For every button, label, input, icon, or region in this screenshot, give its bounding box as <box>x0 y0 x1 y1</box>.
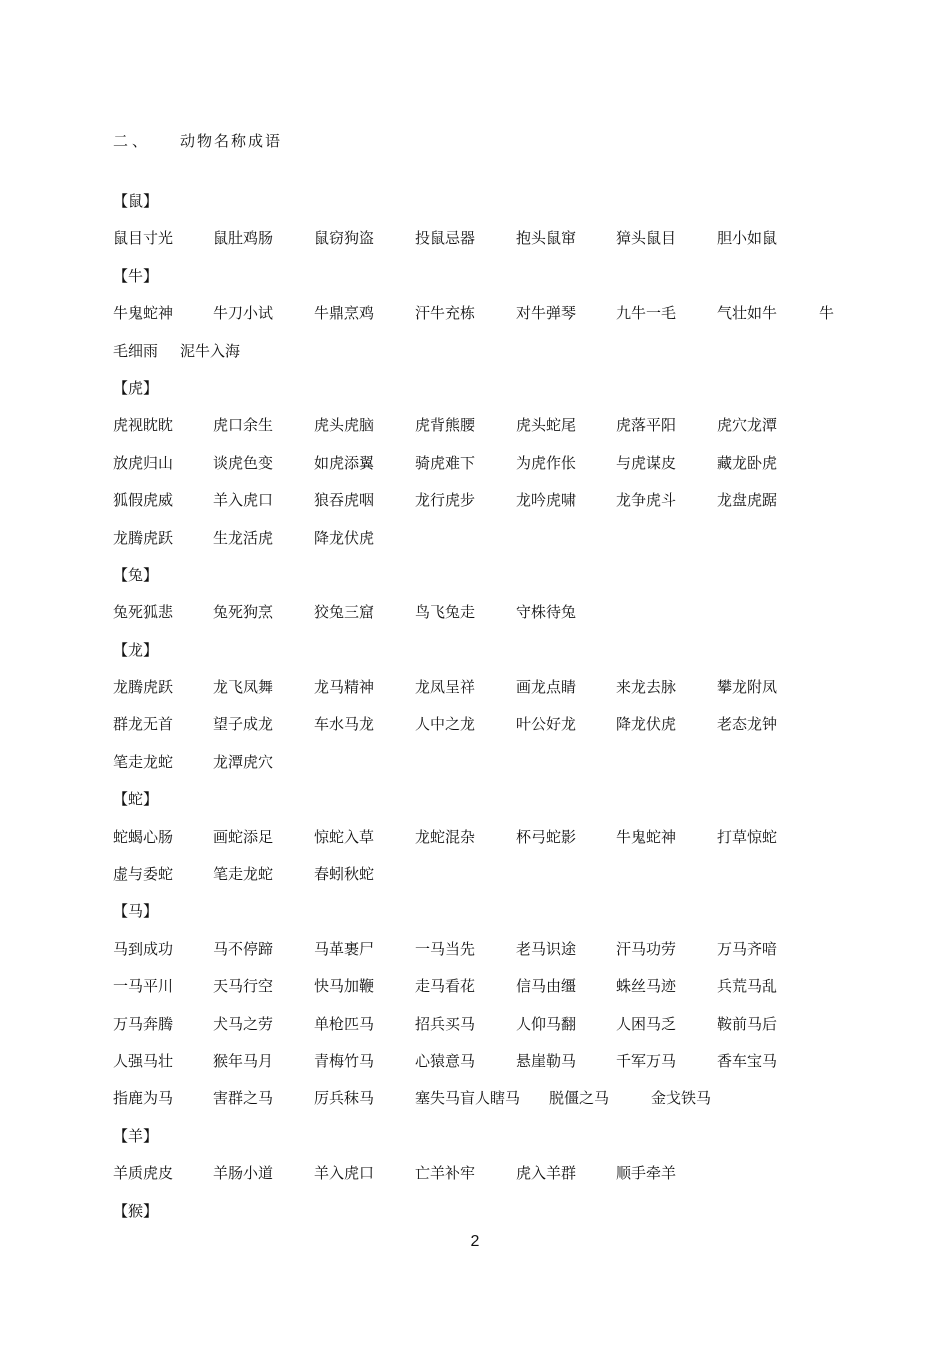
idiom-list <box>113 190 873 1237</box>
idiom: 牛鬼蛇神 <box>113 304 174 323</box>
section-heading <box>113 130 282 151</box>
idiom: 如虎添翼 <box>314 453 375 472</box>
idiom: 悬崖勒马 <box>516 1051 577 1070</box>
idiom: 龙潭虎穴 <box>213 752 274 771</box>
idiom-row <box>113 1162 873 1199</box>
idiom: 亡羊补牢 <box>415 1164 476 1183</box>
idiom: 泥牛入海 <box>180 341 241 360</box>
idiom-row <box>113 1013 873 1050</box>
idiom: 香车宝马 <box>717 1051 778 1070</box>
idiom: 走马看花 <box>415 977 476 996</box>
idiom: 青梅竹马 <box>314 1051 375 1070</box>
idiom: 一马平川 <box>113 977 174 996</box>
idiom-row <box>113 938 873 975</box>
category-label: 【蛇】 <box>113 790 159 809</box>
idiom: 人强马壮 <box>113 1051 174 1070</box>
idiom: 人仰马翻 <box>516 1014 577 1033</box>
idiom-row <box>113 601 873 638</box>
idiom: 春蚓秋蛇 <box>314 865 375 884</box>
idiom: 笔走龙蛇 <box>113 752 174 771</box>
idiom: 虚与委蛇 <box>113 865 174 884</box>
idiom: 害群之马 <box>213 1089 274 1108</box>
idiom: 龙行虎步 <box>415 491 476 510</box>
idiom: 牛 <box>819 304 835 323</box>
idiom: 老马识途 <box>516 939 577 958</box>
idiom: 虎穴龙潭 <box>717 416 778 435</box>
idiom: 快马加鞭 <box>314 977 375 996</box>
idiom: 骑虎难下 <box>415 453 476 472</box>
section-number: 二、 <box>113 132 152 150</box>
idiom: 画蛇添足 <box>213 827 274 846</box>
idiom: 虎头蛇尾 <box>516 416 577 435</box>
idiom: 马不停蹄 <box>213 939 274 958</box>
idiom: 羊入虎口 <box>314 1164 375 1183</box>
idiom: 鼠目寸光 <box>113 229 174 248</box>
idiom: 獐头鼠目 <box>616 229 677 248</box>
idiom: 兔死狗烹 <box>213 603 274 622</box>
idiom: 牛鼎烹鸡 <box>314 304 375 323</box>
idiom: 画龙点睛 <box>516 678 577 697</box>
idiom: 龙吟虎啸 <box>516 491 577 510</box>
idiom: 杯弓蛇影 <box>516 827 577 846</box>
idiom: 狼吞虎咽 <box>314 491 375 510</box>
idiom: 龙蛇混杂 <box>415 827 476 846</box>
idiom-row <box>113 302 873 339</box>
idiom-row <box>113 452 873 489</box>
idiom: 塞失马盲人瞎马 <box>415 1089 521 1108</box>
idiom: 龙凤呈祥 <box>415 678 476 697</box>
idiom: 兵荒马乱 <box>717 977 778 996</box>
idiom: 龙争虎斗 <box>616 491 677 510</box>
idiom: 汗马功劳 <box>616 939 677 958</box>
idiom: 龙盘虎踞 <box>717 491 778 510</box>
idiom: 叶公好龙 <box>516 715 577 734</box>
idiom: 群龙无首 <box>113 715 174 734</box>
idiom: 虎入羊群 <box>516 1164 577 1183</box>
idiom-row <box>113 863 873 900</box>
idiom: 信马由缰 <box>516 977 577 996</box>
idiom: 虎口余生 <box>213 416 274 435</box>
idiom: 打草惊蛇 <box>717 827 778 846</box>
idiom: 马革裹尸 <box>314 939 375 958</box>
idiom: 来龙去脉 <box>616 678 677 697</box>
idiom: 鼠窃狗盗 <box>314 229 375 248</box>
idiom-row <box>113 414 873 451</box>
idiom: 鼠肚鸡肠 <box>213 229 274 248</box>
idiom: 指鹿为马 <box>113 1089 174 1108</box>
idiom-row <box>113 340 873 377</box>
category-label: 【羊】 <box>113 1126 159 1145</box>
idiom: 千军万马 <box>616 1051 677 1070</box>
idiom: 顺手牵羊 <box>616 1164 677 1183</box>
idiom: 马到成功 <box>113 939 174 958</box>
idiom: 万马奔腾 <box>113 1014 174 1033</box>
idiom: 羊质虎皮 <box>113 1164 174 1183</box>
idiom-row <box>113 1050 873 1087</box>
idiom: 车水马龙 <box>314 715 375 734</box>
idiom: 毛细雨 <box>113 341 159 360</box>
idiom: 人中之龙 <box>415 715 476 734</box>
idiom: 脱僵之马 <box>549 1089 610 1108</box>
idiom: 与虎谋皮 <box>616 453 677 472</box>
idiom-row <box>113 713 873 750</box>
idiom: 牛刀小试 <box>213 304 274 323</box>
category-label: 【马】 <box>113 902 159 921</box>
idiom: 汗牛充栋 <box>415 304 476 323</box>
idiom-row <box>113 489 873 526</box>
idiom: 攀龙附凤 <box>717 678 778 697</box>
idiom: 气壮如牛 <box>717 304 778 323</box>
idiom: 放虎归山 <box>113 453 174 472</box>
idiom: 羊肠小道 <box>213 1164 274 1183</box>
idiom: 金戈铁马 <box>651 1089 712 1108</box>
idiom: 龙马精神 <box>314 678 375 697</box>
idiom: 虎落平阳 <box>616 416 677 435</box>
category-label: 【鼠】 <box>113 192 159 210</box>
idiom: 虎视眈眈 <box>113 416 174 435</box>
idiom: 为虎作伥 <box>516 453 577 472</box>
idiom: 心猿意马 <box>415 1051 476 1070</box>
idiom: 降龙伏虎 <box>616 715 677 734</box>
idiom-row <box>113 227 873 264</box>
idiom: 天马行空 <box>213 977 274 996</box>
idiom: 虎背熊腰 <box>415 416 476 435</box>
page-number: 2 <box>470 1233 480 1250</box>
idiom: 蛇蝎心肠 <box>113 827 174 846</box>
idiom: 虎头虎脑 <box>314 416 375 435</box>
category-label: 【虎】 <box>113 378 159 397</box>
idiom: 招兵买马 <box>415 1014 476 1033</box>
idiom: 老态龙钟 <box>717 715 778 734</box>
idiom-row <box>113 826 873 863</box>
idiom: 藏龙卧虎 <box>717 453 778 472</box>
idiom: 单枪匹马 <box>314 1014 375 1033</box>
category-label: 【龙】 <box>113 640 159 659</box>
idiom: 厉兵秣马 <box>314 1089 375 1108</box>
idiom-row <box>113 975 873 1012</box>
idiom: 对牛弹琴 <box>516 304 577 323</box>
idiom: 降龙伏虎 <box>314 528 375 547</box>
idiom-row <box>113 751 873 788</box>
idiom: 望子成龙 <box>213 715 274 734</box>
idiom: 牛鬼蛇神 <box>616 827 677 846</box>
idiom: 惊蛇入草 <box>314 827 375 846</box>
idiom: 羊入虎口 <box>213 491 274 510</box>
category-label: 【兔】 <box>113 565 159 584</box>
idiom: 谈虎色变 <box>213 453 274 472</box>
idiom: 守株待兔 <box>516 603 577 622</box>
category-label: 【猴】 <box>113 1201 159 1220</box>
idiom: 犬马之劳 <box>213 1014 274 1033</box>
idiom: 狐假虎威 <box>113 491 174 510</box>
idiom: 抱头鼠窜 <box>516 229 577 248</box>
idiom: 蛛丝马迹 <box>616 977 677 996</box>
section-title: 动物名称成语 <box>180 132 283 150</box>
idiom: 笔走龙蛇 <box>213 865 274 884</box>
idiom: 兔死狐悲 <box>113 603 174 622</box>
idiom: 一马当先 <box>415 939 476 958</box>
idiom: 龙腾虎跃 <box>113 528 174 547</box>
idiom: 猴年马月 <box>213 1051 274 1070</box>
idiom: 万马齐喑 <box>717 939 778 958</box>
idiom: 人困马乏 <box>616 1014 677 1033</box>
idiom-row <box>113 676 873 713</box>
idiom: 投鼠忌器 <box>415 229 476 248</box>
idiom: 龙腾虎跃 <box>113 678 174 697</box>
idiom: 鞍前马后 <box>717 1014 778 1033</box>
category-label: 【牛】 <box>113 266 159 285</box>
idiom: 鸟飞兔走 <box>415 603 476 622</box>
idiom: 生龙活虎 <box>213 528 274 547</box>
idiom: 胆小如鼠 <box>717 229 778 248</box>
idiom: 九牛一毛 <box>616 304 677 323</box>
idiom-row <box>113 1087 873 1124</box>
idiom: 龙飞凤舞 <box>213 678 274 697</box>
idiom-row <box>113 527 873 564</box>
idiom: 狡兔三窟 <box>314 603 375 622</box>
